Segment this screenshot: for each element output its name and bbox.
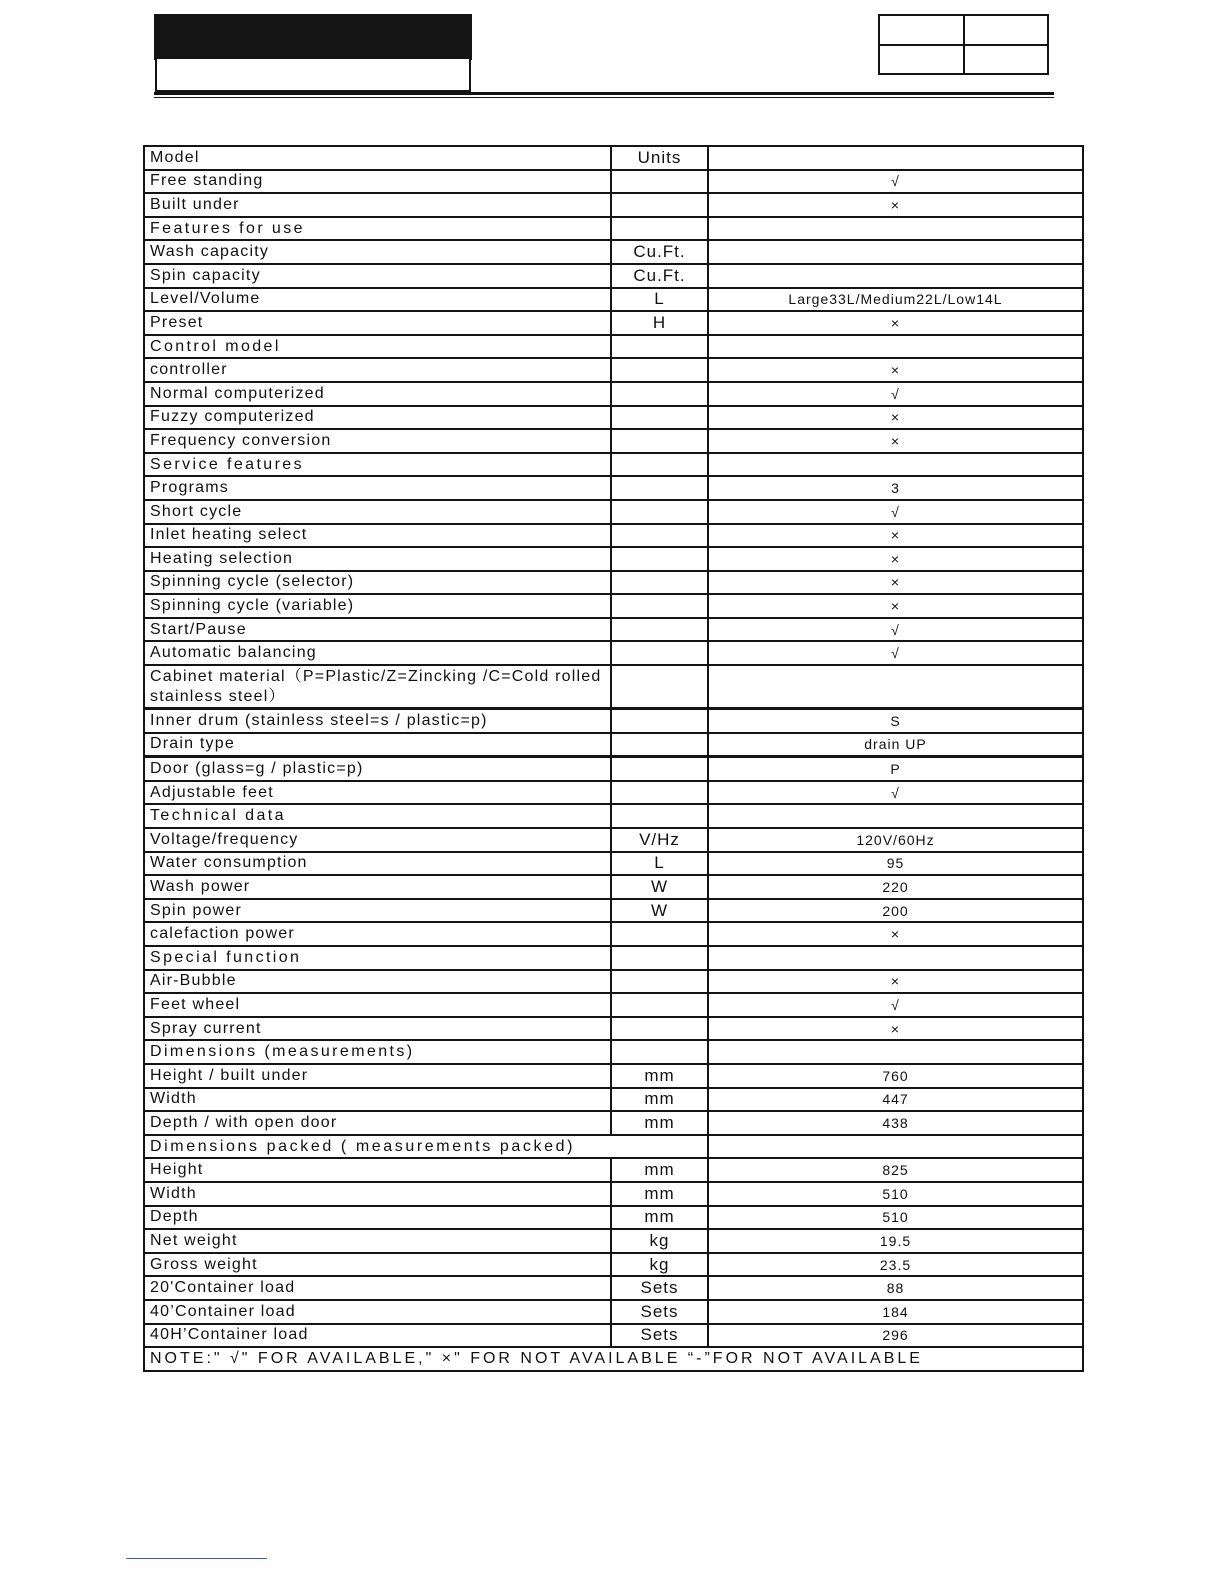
header-grid-cell — [964, 45, 1049, 75]
spec-row — [144, 406, 1083, 430]
spec-unit: Cu.Ft. — [611, 264, 708, 288]
spec-value — [708, 335, 1083, 359]
header-subtitle-box — [155, 59, 471, 92]
spec-unit: Cu.Ft. — [611, 240, 708, 264]
spec-value: × — [708, 547, 1083, 571]
spec-category-row — [144, 335, 1083, 359]
spec-unit — [611, 733, 708, 757]
spec-label: Depth — [144, 1206, 611, 1230]
spec-unit: mm — [611, 1111, 708, 1135]
header-rule — [154, 92, 1054, 95]
spec-value: √ — [708, 781, 1083, 805]
spec-value: 184 — [708, 1300, 1083, 1324]
spec-row — [144, 733, 1083, 757]
spec-unit — [611, 453, 708, 477]
spec-value — [708, 1135, 1083, 1159]
spec-label: Feet wheel — [144, 993, 611, 1017]
spec-row — [144, 500, 1083, 524]
spec-value: 3 — [708, 476, 1083, 500]
spec-label: Normal computerized — [144, 382, 611, 406]
spec-value: 88 — [708, 1276, 1083, 1300]
spec-value — [708, 264, 1083, 288]
spec-unit: W — [611, 899, 708, 923]
spec-label: Programs — [144, 476, 611, 500]
spec-unit: V/Hz — [611, 828, 708, 852]
header-grid-cell — [879, 45, 964, 75]
note-row — [144, 1347, 1083, 1371]
spec-unit — [611, 1040, 708, 1064]
spec-row — [144, 1276, 1083, 1300]
spec-label: Control model — [144, 335, 611, 359]
spec-value: 438 — [708, 1111, 1083, 1135]
spec-label: Net weight — [144, 1229, 611, 1253]
spec-value: × — [708, 571, 1083, 595]
spec-value: drain UP — [708, 733, 1083, 757]
spec-label: Service features — [144, 453, 611, 477]
spec-value: 120V/60Hz — [708, 828, 1083, 852]
spec-row — [144, 476, 1083, 500]
spec-row — [144, 288, 1083, 312]
spec-label: Inlet heating select — [144, 524, 611, 548]
spec-unit: Sets — [611, 1276, 708, 1300]
spec-row — [144, 1182, 1083, 1206]
spec-row — [144, 899, 1083, 923]
spec-label: Width — [144, 1088, 611, 1112]
spec-label: Spin power — [144, 899, 611, 923]
spec-unit — [611, 946, 708, 970]
spec-value: × — [708, 406, 1083, 430]
spec-unit: mm — [611, 1206, 708, 1230]
spec-unit: W — [611, 875, 708, 899]
spec-label: Door (glass=g / plastic=p) — [144, 757, 611, 781]
spec-row — [144, 311, 1083, 335]
spec-value: × — [708, 311, 1083, 335]
spec-value: × — [708, 193, 1083, 217]
spec-value: 296 — [708, 1324, 1083, 1348]
spec-row — [144, 170, 1083, 194]
header-info-grid — [878, 14, 1049, 75]
footer-link-underline — [126, 1558, 267, 1559]
spec-label: Spray current — [144, 1017, 611, 1041]
spec-label: Height / built under — [144, 1064, 611, 1088]
spec-label: Height — [144, 1158, 611, 1182]
spec-value: √ — [708, 382, 1083, 406]
model-value-header — [708, 146, 1083, 170]
spec-label: Wash power — [144, 875, 611, 899]
spec-row — [144, 618, 1083, 642]
spec-row — [144, 828, 1083, 852]
spec-row — [144, 1017, 1083, 1041]
spec-unit — [611, 500, 708, 524]
spec-label: Drain type — [144, 733, 611, 757]
spec-value: 95 — [708, 852, 1083, 876]
spec-row — [144, 1229, 1083, 1253]
spec-row — [144, 429, 1083, 453]
spec-label: Short cycle — [144, 500, 611, 524]
header-grid-cell — [964, 15, 1049, 45]
spec-category-row — [144, 217, 1083, 241]
spec-value: 510 — [708, 1206, 1083, 1230]
spec-category-row — [144, 804, 1083, 828]
spec-unit — [611, 170, 708, 194]
spec-value: × — [708, 524, 1083, 548]
spec-unit — [611, 476, 708, 500]
spec-label: Features for use — [144, 217, 611, 241]
spec-unit — [611, 594, 708, 618]
spec-unit — [611, 524, 708, 548]
spec-row — [144, 1088, 1083, 1112]
spec-label: Technical data — [144, 804, 611, 828]
spec-table-body — [144, 146, 1083, 1371]
spec-label: 40’Container load — [144, 1300, 611, 1324]
spec-value — [708, 804, 1083, 828]
spec-unit: L — [611, 852, 708, 876]
spec-value: 447 — [708, 1088, 1083, 1112]
spec-value — [708, 453, 1083, 477]
spec-value: × — [708, 970, 1083, 994]
spec-value: × — [708, 1017, 1083, 1041]
spec-row — [144, 922, 1083, 946]
spec-label: Width — [144, 1182, 611, 1206]
availability-note: NOTE:" √" FOR AVAILABLE," ×" FOR NOT AVAILABLE “-”FOR NOT AVAILABLE — [144, 1347, 1083, 1371]
spec-value — [708, 665, 1083, 709]
spec-value — [708, 240, 1083, 264]
spec-unit — [611, 1017, 708, 1041]
units-header: Units — [611, 146, 708, 170]
spec-value: 19.5 — [708, 1229, 1083, 1253]
spec-category-row — [144, 1135, 1083, 1159]
header-grid-cell — [879, 15, 964, 45]
spec-row — [144, 1253, 1083, 1277]
spec-unit — [611, 217, 708, 241]
spec-row — [144, 594, 1083, 618]
spec-row — [144, 852, 1083, 876]
spec-value — [708, 1040, 1083, 1064]
spec-unit — [611, 547, 708, 571]
spec-label: Cabinet material（P=Plastic/Z=Zincking /C=Cold rolled stainless steel） — [144, 665, 611, 709]
spec-value: 200 — [708, 899, 1083, 923]
spec-unit — [611, 757, 708, 781]
spec-label: Special function — [144, 946, 611, 970]
spec-row — [144, 641, 1083, 665]
spec-unit — [611, 993, 708, 1017]
spec-row — [144, 571, 1083, 595]
spec-unit: Sets — [611, 1324, 708, 1348]
spec-unit — [611, 641, 708, 665]
spec-label: Water consumption — [144, 852, 611, 876]
spec-row — [144, 757, 1083, 781]
spec-row — [144, 382, 1083, 406]
spec-value: 510 — [708, 1182, 1083, 1206]
spec-value: Large33L/Medium22L/Low14L — [708, 288, 1083, 312]
spec-unit — [611, 429, 708, 453]
spec-unit — [611, 618, 708, 642]
spec-label: Depth / with open door — [144, 1111, 611, 1135]
spec-table — [143, 145, 1084, 1372]
spec-row — [144, 358, 1083, 382]
spec-label: controller — [144, 358, 611, 382]
spec-value: 825 — [708, 1158, 1083, 1182]
spec-unit: mm — [611, 1088, 708, 1112]
spec-label: 20'Container load — [144, 1276, 611, 1300]
spec-value: S — [708, 709, 1083, 733]
spec-label: Spinning cycle (variable) — [144, 594, 611, 618]
spec-unit — [611, 970, 708, 994]
spec-row — [144, 1064, 1083, 1088]
spec-value: √ — [708, 500, 1083, 524]
spec-unit: kg — [611, 1253, 708, 1277]
spec-value: × — [708, 358, 1083, 382]
spec-value: 760 — [708, 1064, 1083, 1088]
spec-row — [144, 709, 1083, 733]
spec-label: Voltage/frequency — [144, 828, 611, 852]
spec-unit — [611, 335, 708, 359]
spec-unit: H — [611, 311, 708, 335]
spec-value — [708, 946, 1083, 970]
spec-row — [144, 1158, 1083, 1182]
spec-unit — [611, 781, 708, 805]
spec-label: Inner drum (stainless steel=s / plastic=p) — [144, 709, 611, 733]
spec-unit: L — [611, 288, 708, 312]
spec-value: √ — [708, 641, 1083, 665]
spec-row — [144, 665, 1083, 709]
spec-unit — [611, 382, 708, 406]
spec-label: Spin capacity — [144, 264, 611, 288]
spec-row — [144, 1111, 1083, 1135]
spec-unit: mm — [611, 1064, 708, 1088]
spec-label: Preset — [144, 311, 611, 335]
spec-label: Automatic balancing — [144, 641, 611, 665]
spec-category-row — [144, 1040, 1083, 1064]
spec-label: Wash capacity — [144, 240, 611, 264]
spec-value — [708, 217, 1083, 241]
spec-value: √ — [708, 618, 1083, 642]
spec-row — [144, 264, 1083, 288]
spec-label: calefaction power — [144, 922, 611, 946]
spec-unit: mm — [611, 1158, 708, 1182]
spec-row — [144, 1206, 1083, 1230]
spec-category-row — [144, 946, 1083, 970]
spec-row — [144, 524, 1083, 548]
spec-label: Spinning cycle (selector) — [144, 571, 611, 595]
spec-unit — [611, 358, 708, 382]
spec-header-row — [144, 146, 1083, 170]
packed-dimensions-heading: Dimensions packed ( measurements packed) — [144, 1135, 708, 1159]
spec-unit: kg — [611, 1229, 708, 1253]
spec-row — [144, 240, 1083, 264]
spec-label: Fuzzy computerized — [144, 406, 611, 430]
spec-value: √ — [708, 993, 1083, 1017]
spec-label: Gross weight — [144, 1253, 611, 1277]
spec-label: Start/Pause — [144, 618, 611, 642]
spec-unit: mm — [611, 1182, 708, 1206]
spec-row — [144, 970, 1083, 994]
spec-unit — [611, 193, 708, 217]
spec-value: × — [708, 594, 1083, 618]
spec-row — [144, 1324, 1083, 1348]
spec-label: Level/Volume — [144, 288, 611, 312]
header-rule-thin — [154, 97, 1054, 98]
spec-row — [144, 781, 1083, 805]
spec-value: √ — [708, 170, 1083, 194]
spec-unit — [611, 804, 708, 828]
spec-row — [144, 875, 1083, 899]
spec-unit — [611, 406, 708, 430]
spec-label: Free standing — [144, 170, 611, 194]
spec-unit — [611, 571, 708, 595]
spec-value: × — [708, 922, 1083, 946]
spec-row — [144, 547, 1083, 571]
spec-category-row — [144, 453, 1083, 477]
spec-row — [144, 993, 1083, 1017]
spec-label: Heating selection — [144, 547, 611, 571]
spec-unit — [611, 922, 708, 946]
spec-label: Frequency conversion — [144, 429, 611, 453]
spec-row — [144, 1300, 1083, 1324]
spec-value: P — [708, 757, 1083, 781]
spec-value: 23.5 — [708, 1253, 1083, 1277]
spec-unit: Sets — [611, 1300, 708, 1324]
spec-label: Dimensions (measurements) — [144, 1040, 611, 1064]
spec-row — [144, 193, 1083, 217]
spec-label: 40H’Container load — [144, 1324, 611, 1348]
spec-unit — [611, 665, 708, 709]
spec-unit — [611, 709, 708, 733]
header-title-bar — [154, 14, 472, 60]
spec-label: Air-Bubble — [144, 970, 611, 994]
spec-label: Built under — [144, 193, 611, 217]
spec-value: × — [708, 429, 1083, 453]
spec-value: 220 — [708, 875, 1083, 899]
spec-label: Adjustable feet — [144, 781, 611, 805]
model-header: Model — [144, 146, 611, 170]
